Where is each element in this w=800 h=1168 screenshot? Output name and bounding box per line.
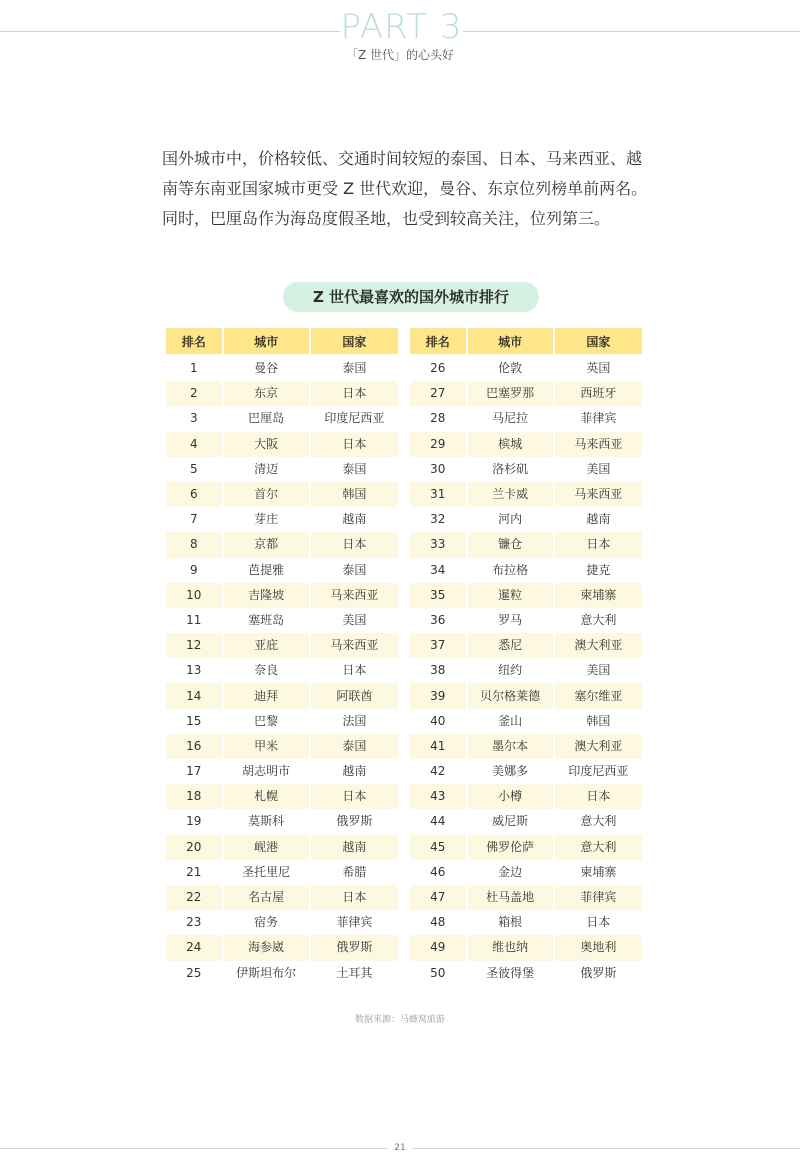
city-cell: 迪拜 xyxy=(224,683,309,708)
table-row xyxy=(410,709,642,734)
table-row xyxy=(410,935,642,960)
city-cell: 芽庄 xyxy=(224,507,309,532)
rank-cell: 50 xyxy=(410,961,466,986)
intro-line: 国外城市中，价格较低、交通时间较短的泰国、日本、马来西亚、越 xyxy=(162,149,643,168)
table-row xyxy=(166,658,398,683)
country-cell: 泰国 xyxy=(311,356,398,381)
country-cell: 俄罗斯 xyxy=(311,935,398,960)
city-cell: 美娜多 xyxy=(468,759,553,784)
country-cell: 日本 xyxy=(311,381,398,406)
city-cell: 纽约 xyxy=(468,658,553,683)
country-cell: 土耳其 xyxy=(311,961,398,986)
city-cell: 悉尼 xyxy=(468,633,553,658)
footer-rule-right xyxy=(412,1148,800,1149)
rank-cell: 23 xyxy=(166,910,222,935)
header-city: 城市 xyxy=(468,328,553,356)
rank-cell: 20 xyxy=(166,835,222,860)
rank-cell: 15 xyxy=(166,709,222,734)
table-row xyxy=(166,432,398,457)
rank-cell: 13 xyxy=(166,658,222,683)
rank-cell: 1 xyxy=(166,356,222,381)
rank-cell: 39 xyxy=(410,683,466,708)
page-number: 21 xyxy=(394,1143,406,1153)
country-cell: 泰国 xyxy=(311,558,398,583)
country-cell: 柬埔寨 xyxy=(555,860,642,885)
table-row xyxy=(166,809,398,834)
table-row xyxy=(166,709,398,734)
rank-cell: 29 xyxy=(410,432,466,457)
rank-cell: 3 xyxy=(166,406,222,431)
city-cell: 马尼拉 xyxy=(468,406,553,431)
rank-cell: 11 xyxy=(166,608,222,633)
rank-cell: 21 xyxy=(166,860,222,885)
city-cell: 河内 xyxy=(468,507,553,532)
rank-cell: 49 xyxy=(410,935,466,960)
country-cell: 柬埔寨 xyxy=(555,583,642,608)
rank-cell: 12 xyxy=(166,633,222,658)
table-row xyxy=(410,432,642,457)
table-row xyxy=(410,885,642,910)
country-cell: 泰国 xyxy=(311,457,398,482)
rank-cell: 45 xyxy=(410,835,466,860)
country-cell: 菲律宾 xyxy=(555,406,642,431)
country-cell: 西班牙 xyxy=(555,381,642,406)
rank-cell: 14 xyxy=(166,683,222,708)
city-cell: 巴厘岛 xyxy=(224,406,309,431)
city-cell: 胡志明市 xyxy=(224,759,309,784)
table-row xyxy=(166,356,398,381)
footer-rule-left xyxy=(0,1148,388,1149)
table-header-row xyxy=(166,328,398,356)
country-cell: 塞尔维亚 xyxy=(555,683,642,708)
table-row xyxy=(410,734,642,759)
country-cell: 美国 xyxy=(555,457,642,482)
rank-cell: 47 xyxy=(410,885,466,910)
country-cell: 日本 xyxy=(555,910,642,935)
city-cell: 贝尔格莱德 xyxy=(468,683,553,708)
city-cell: 暹粒 xyxy=(468,583,553,608)
data-source: 数据来源：马蜂窝旅游 xyxy=(354,1015,445,1025)
country-cell: 俄罗斯 xyxy=(311,809,398,834)
rank-cell: 38 xyxy=(410,658,466,683)
table-row xyxy=(166,583,398,608)
country-cell: 澳大利亚 xyxy=(555,633,642,658)
table-row xyxy=(410,356,642,381)
rank-cell: 16 xyxy=(166,734,222,759)
city-cell: 京都 xyxy=(224,532,309,557)
country-cell: 泰国 xyxy=(311,734,398,759)
country-cell: 俄罗斯 xyxy=(555,961,642,986)
table-row xyxy=(410,759,642,784)
table-row xyxy=(410,961,642,986)
city-cell: 布拉格 xyxy=(468,558,553,583)
country-cell: 日本 xyxy=(555,784,642,809)
table-row xyxy=(166,935,398,960)
header-city: 城市 xyxy=(224,328,309,356)
table-row xyxy=(410,860,642,885)
country-cell: 日本 xyxy=(311,885,398,910)
rank-cell: 8 xyxy=(166,532,222,557)
header-rank: 排名 xyxy=(166,328,222,356)
table-row xyxy=(410,507,642,532)
city-cell: 圣彼得堡 xyxy=(468,961,553,986)
city-cell: 曼谷 xyxy=(224,356,309,381)
table-row xyxy=(410,583,642,608)
country-cell: 意大利 xyxy=(555,809,642,834)
country-cell: 美国 xyxy=(555,658,642,683)
rank-cell: 30 xyxy=(410,457,466,482)
country-cell: 马来西亚 xyxy=(311,633,398,658)
header-rule-right xyxy=(463,31,800,32)
table-row xyxy=(410,608,642,633)
country-cell: 日本 xyxy=(311,784,398,809)
table-row xyxy=(410,658,642,683)
city-cell: 岘港 xyxy=(224,835,309,860)
rank-cell: 24 xyxy=(166,935,222,960)
country-cell: 马来西亚 xyxy=(555,432,642,457)
country-cell: 越南 xyxy=(555,507,642,532)
table-row xyxy=(166,835,398,860)
rank-cell: 6 xyxy=(166,482,222,507)
country-cell: 澳大利亚 xyxy=(555,734,642,759)
country-cell: 越南 xyxy=(311,759,398,784)
country-cell: 越南 xyxy=(311,507,398,532)
country-cell: 希腊 xyxy=(311,860,398,885)
city-cell: 东京 xyxy=(224,381,309,406)
table-row xyxy=(410,457,642,482)
country-cell: 韩国 xyxy=(311,482,398,507)
rank-cell: 22 xyxy=(166,885,222,910)
table-row xyxy=(166,683,398,708)
rank-cell: 41 xyxy=(410,734,466,759)
rank-cell: 7 xyxy=(166,507,222,532)
city-cell: 札幌 xyxy=(224,784,309,809)
country-cell: 意大利 xyxy=(555,608,642,633)
intro-line: 同时，巴厘岛作为海岛度假圣地，也受到较高关注，位列第三。 xyxy=(162,209,611,228)
rank-cell: 28 xyxy=(410,406,466,431)
table-row xyxy=(410,482,642,507)
rank-cell: 26 xyxy=(410,356,466,381)
rank-cell: 35 xyxy=(410,583,466,608)
table-row xyxy=(410,835,642,860)
header-rule-left xyxy=(0,31,340,32)
city-cell: 圣托里尼 xyxy=(224,860,309,885)
city-cell: 佛罗伦萨 xyxy=(468,835,553,860)
country-cell: 日本 xyxy=(311,532,398,557)
part-title: PART 3 xyxy=(340,7,463,47)
table-row xyxy=(166,558,398,583)
table-row xyxy=(166,482,398,507)
city-cell: 芭提雅 xyxy=(224,558,309,583)
table-row xyxy=(166,961,398,986)
city-cell: 巴塞罗那 xyxy=(468,381,553,406)
country-cell: 日本 xyxy=(311,658,398,683)
rank-cell: 34 xyxy=(410,558,466,583)
city-cell: 洛杉矶 xyxy=(468,457,553,482)
table-row xyxy=(410,558,642,583)
rank-cell: 32 xyxy=(410,507,466,532)
rank-cell: 33 xyxy=(410,532,466,557)
intro-line: 南等东南亚国家城市更受 Z 世代欢迎，曼谷、东京位列榜单前两名。 xyxy=(162,179,648,198)
table-row xyxy=(410,381,642,406)
rank-cell: 48 xyxy=(410,910,466,935)
table-row xyxy=(166,406,398,431)
city-cell: 杜马盖地 xyxy=(468,885,553,910)
country-cell: 马来西亚 xyxy=(311,583,398,608)
table-row xyxy=(166,633,398,658)
table-row xyxy=(166,860,398,885)
city-cell: 墨尔本 xyxy=(468,734,553,759)
city-cell: 奈良 xyxy=(224,658,309,683)
table-row xyxy=(410,910,642,935)
table-title: Z 世代最喜欢的国外城市排行 xyxy=(283,282,539,312)
rank-cell: 5 xyxy=(166,457,222,482)
country-cell: 菲律宾 xyxy=(555,885,642,910)
city-cell: 兰卡威 xyxy=(468,482,553,507)
table-row xyxy=(166,532,398,557)
country-cell: 韩国 xyxy=(555,709,642,734)
table-row xyxy=(410,784,642,809)
country-cell: 越南 xyxy=(311,835,398,860)
rank-cell: 40 xyxy=(410,709,466,734)
country-cell: 马来西亚 xyxy=(555,482,642,507)
table-row xyxy=(166,759,398,784)
table-row xyxy=(166,734,398,759)
table-row xyxy=(166,457,398,482)
city-cell: 镰仓 xyxy=(468,532,553,557)
rank-cell: 10 xyxy=(166,583,222,608)
table-header-row xyxy=(410,328,642,356)
part-subtitle: 「Z 世代」的心头好 xyxy=(345,48,455,62)
city-cell: 金边 xyxy=(468,860,553,885)
country-cell: 美国 xyxy=(311,608,398,633)
country-cell: 日本 xyxy=(555,532,642,557)
header-country: 国家 xyxy=(311,328,398,356)
header-country: 国家 xyxy=(555,328,642,356)
rank-cell: 31 xyxy=(410,482,466,507)
table-row xyxy=(166,507,398,532)
country-cell: 阿联酋 xyxy=(311,683,398,708)
ranking-table-left xyxy=(164,328,400,986)
country-cell: 印度尼西亚 xyxy=(311,406,398,431)
rank-cell: 18 xyxy=(166,784,222,809)
city-cell: 箱根 xyxy=(468,910,553,935)
rank-cell: 43 xyxy=(410,784,466,809)
city-cell: 威尼斯 xyxy=(468,809,553,834)
rank-cell: 36 xyxy=(410,608,466,633)
table-row xyxy=(166,608,398,633)
city-cell: 釜山 xyxy=(468,709,553,734)
country-cell: 菲律宾 xyxy=(311,910,398,935)
rank-cell: 42 xyxy=(410,759,466,784)
city-cell: 伦敦 xyxy=(468,356,553,381)
city-cell: 大阪 xyxy=(224,432,309,457)
rank-cell: 17 xyxy=(166,759,222,784)
rank-cell: 27 xyxy=(410,381,466,406)
table-row xyxy=(166,381,398,406)
city-cell: 名古屋 xyxy=(224,885,309,910)
intro-paragraph xyxy=(162,144,662,234)
rank-cell: 4 xyxy=(166,432,222,457)
table-row xyxy=(410,633,642,658)
rank-cell: 25 xyxy=(166,961,222,986)
city-cell: 小樽 xyxy=(468,784,553,809)
country-cell: 印度尼西亚 xyxy=(555,759,642,784)
rank-cell: 19 xyxy=(166,809,222,834)
city-cell: 首尔 xyxy=(224,482,309,507)
rank-cell: 2 xyxy=(166,381,222,406)
header-rank: 排名 xyxy=(410,328,466,356)
country-cell: 奥地利 xyxy=(555,935,642,960)
city-cell: 槟城 xyxy=(468,432,553,457)
table-row xyxy=(410,532,642,557)
rank-cell: 44 xyxy=(410,809,466,834)
city-cell: 伊斯坦布尔 xyxy=(224,961,309,986)
city-cell: 吉隆坡 xyxy=(224,583,309,608)
country-cell: 意大利 xyxy=(555,835,642,860)
table-row xyxy=(166,885,398,910)
city-cell: 维也纳 xyxy=(468,935,553,960)
country-cell: 捷克 xyxy=(555,558,642,583)
table-row xyxy=(410,809,642,834)
city-cell: 甲米 xyxy=(224,734,309,759)
city-cell: 罗马 xyxy=(468,608,553,633)
table-row xyxy=(410,683,642,708)
city-cell: 宿务 xyxy=(224,910,309,935)
table-row xyxy=(166,784,398,809)
city-cell: 塞班岛 xyxy=(224,608,309,633)
city-cell: 亚庇 xyxy=(224,633,309,658)
city-cell: 莫斯科 xyxy=(224,809,309,834)
city-cell: 海参崴 xyxy=(224,935,309,960)
ranking-table-right xyxy=(408,328,644,986)
city-cell: 清迈 xyxy=(224,457,309,482)
table-row xyxy=(410,406,642,431)
table-row xyxy=(166,910,398,935)
country-cell: 法国 xyxy=(311,709,398,734)
rank-cell: 37 xyxy=(410,633,466,658)
rank-cell: 46 xyxy=(410,860,466,885)
country-cell: 英国 xyxy=(555,356,642,381)
country-cell: 日本 xyxy=(311,432,398,457)
rank-cell: 9 xyxy=(166,558,222,583)
city-cell: 巴黎 xyxy=(224,709,309,734)
